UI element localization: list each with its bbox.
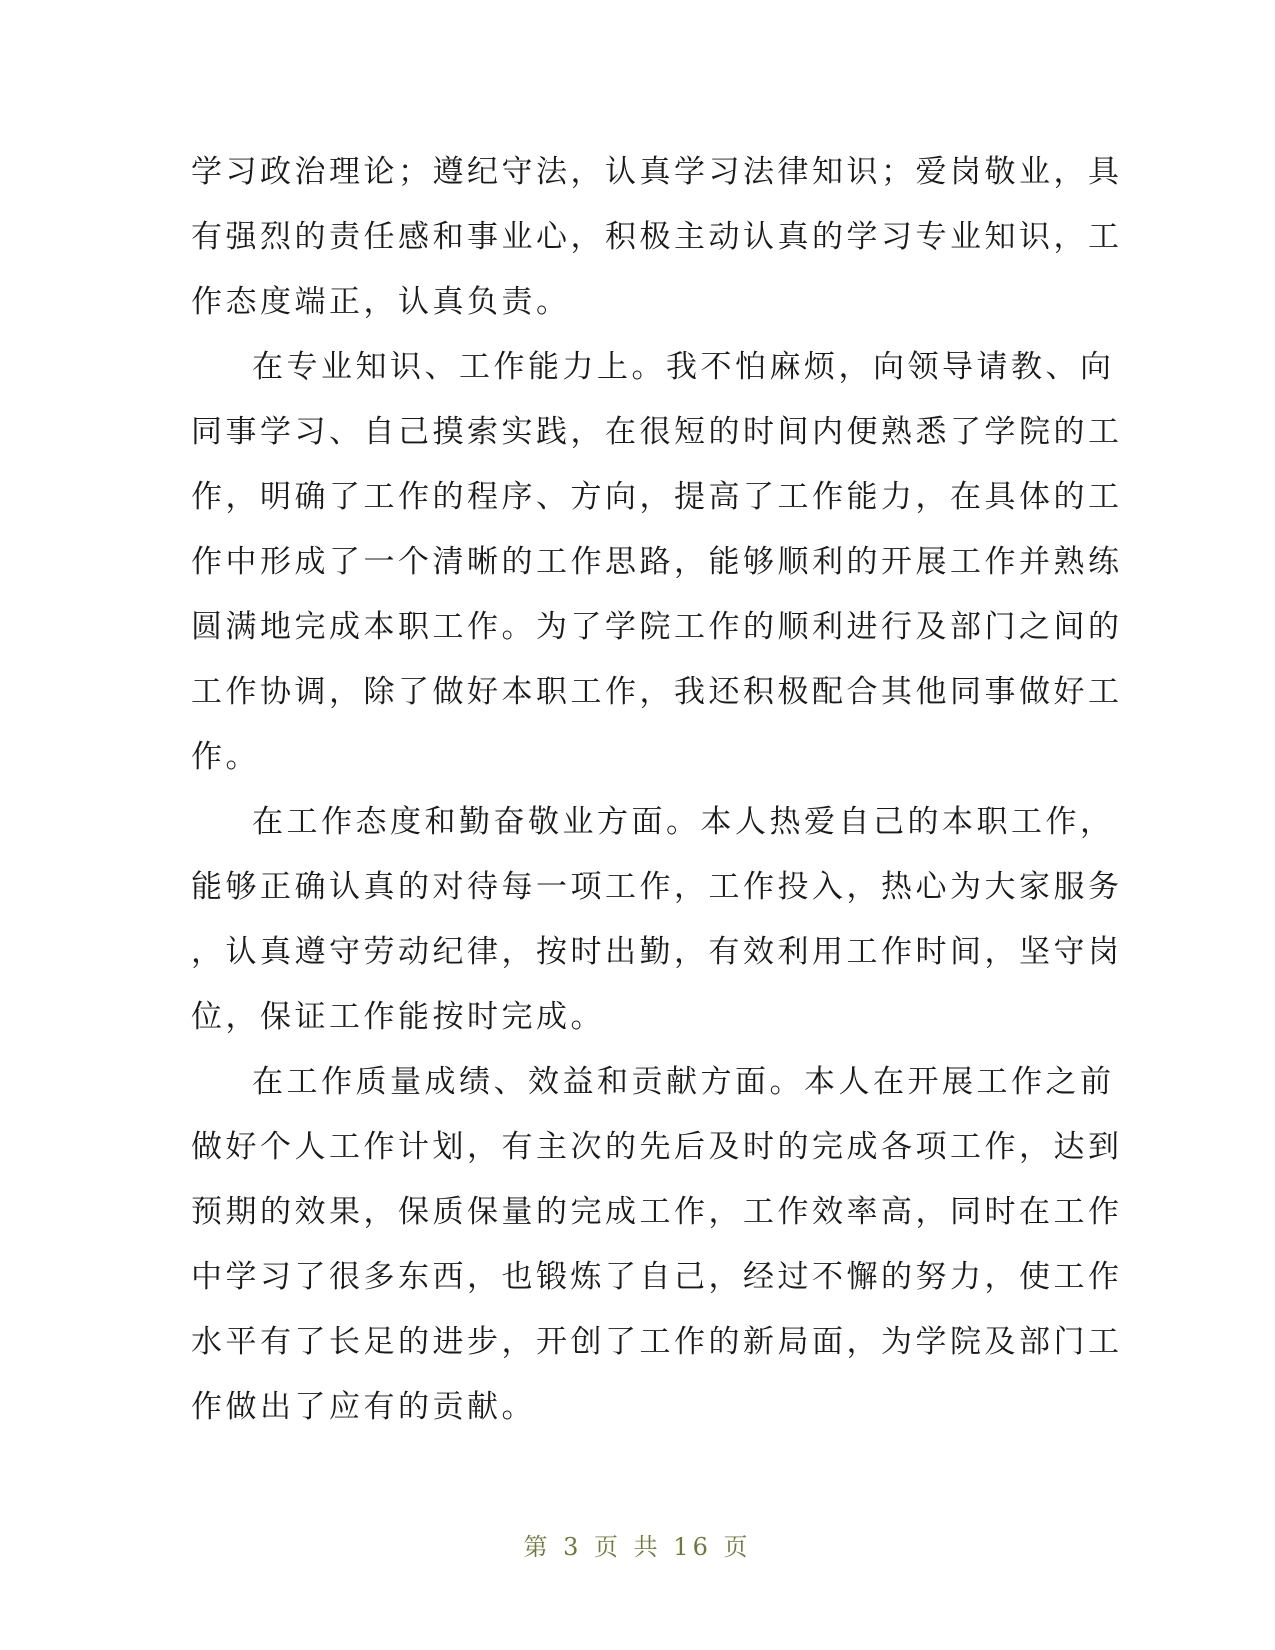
text-line: 作态度端正，认真负责。 — [191, 284, 571, 320]
text-line: 中学习了很多东西，也锻炼了自己，经过不懈的努力，使工作 — [191, 1259, 1123, 1295]
page-footer — [0, 1527, 1275, 1562]
text-line: 有强烈的责任感和事业心，积极主动认真的学习专业知识，工 — [191, 219, 1123, 255]
text-line: 能够正确认真的对待每一项工作，工作投入，热心为大家服务 — [191, 869, 1123, 905]
text-line: 学习政治理论；遵纪守法，认真学习法律知识；爱岗敬业，具 — [191, 154, 1123, 190]
paragraph-first-line: 在工作质量成绩、效益和贡献方面。本人在开展工作之前 — [252, 1064, 1115, 1100]
paragraph-first-line: 在专业知识、工作能力上。我不怕麻烦，向领导请教、向 — [252, 349, 1115, 385]
text-line: 圆满地完成本职工作。为了学院工作的顺利进行及部门之间的 — [191, 609, 1123, 645]
text-line: 预期的效果，保质保量的完成工作，工作效率高，同时在工作 — [191, 1194, 1123, 1230]
text-line: 同事学习、自己摸索实践，在很短的时间内便熟悉了学院的工 — [191, 414, 1123, 450]
text-line: ，认真遵守劳动纪律，按时出勤，有效利用工作时间，坚守岗 — [191, 934, 1123, 970]
text-line: 工作协调，除了做好本职工作，我还积极配合其他同事做好工 — [191, 674, 1123, 710]
text-line: 作，明确了工作的程序、方向，提高了工作能力，在具体的工 — [191, 479, 1123, 515]
text-line: 作。 — [191, 739, 260, 775]
document-body — [191, 140, 1123, 1440]
text-line: 水平有了长足的进步，开创了工作的新局面，为学院及部门工 — [191, 1324, 1123, 1360]
text-line: 位，保证工作能按时完成。 — [191, 999, 605, 1035]
text-line: 作中形成了一个清晰的工作思路，能够顺利的开展工作并熟练 — [191, 544, 1123, 580]
paragraph-first-line: 在工作态度和勤奋敬业方面。本人热爱自己的本职工作， — [252, 804, 1115, 840]
text-line: 作做出了应有的贡献。 — [191, 1389, 536, 1425]
page-number: 第 3 页 共 16 页 — [523, 1533, 752, 1561]
text-line: 做好个人工作计划，有主次的先后及时的完成各项工作，达到 — [191, 1129, 1123, 1165]
